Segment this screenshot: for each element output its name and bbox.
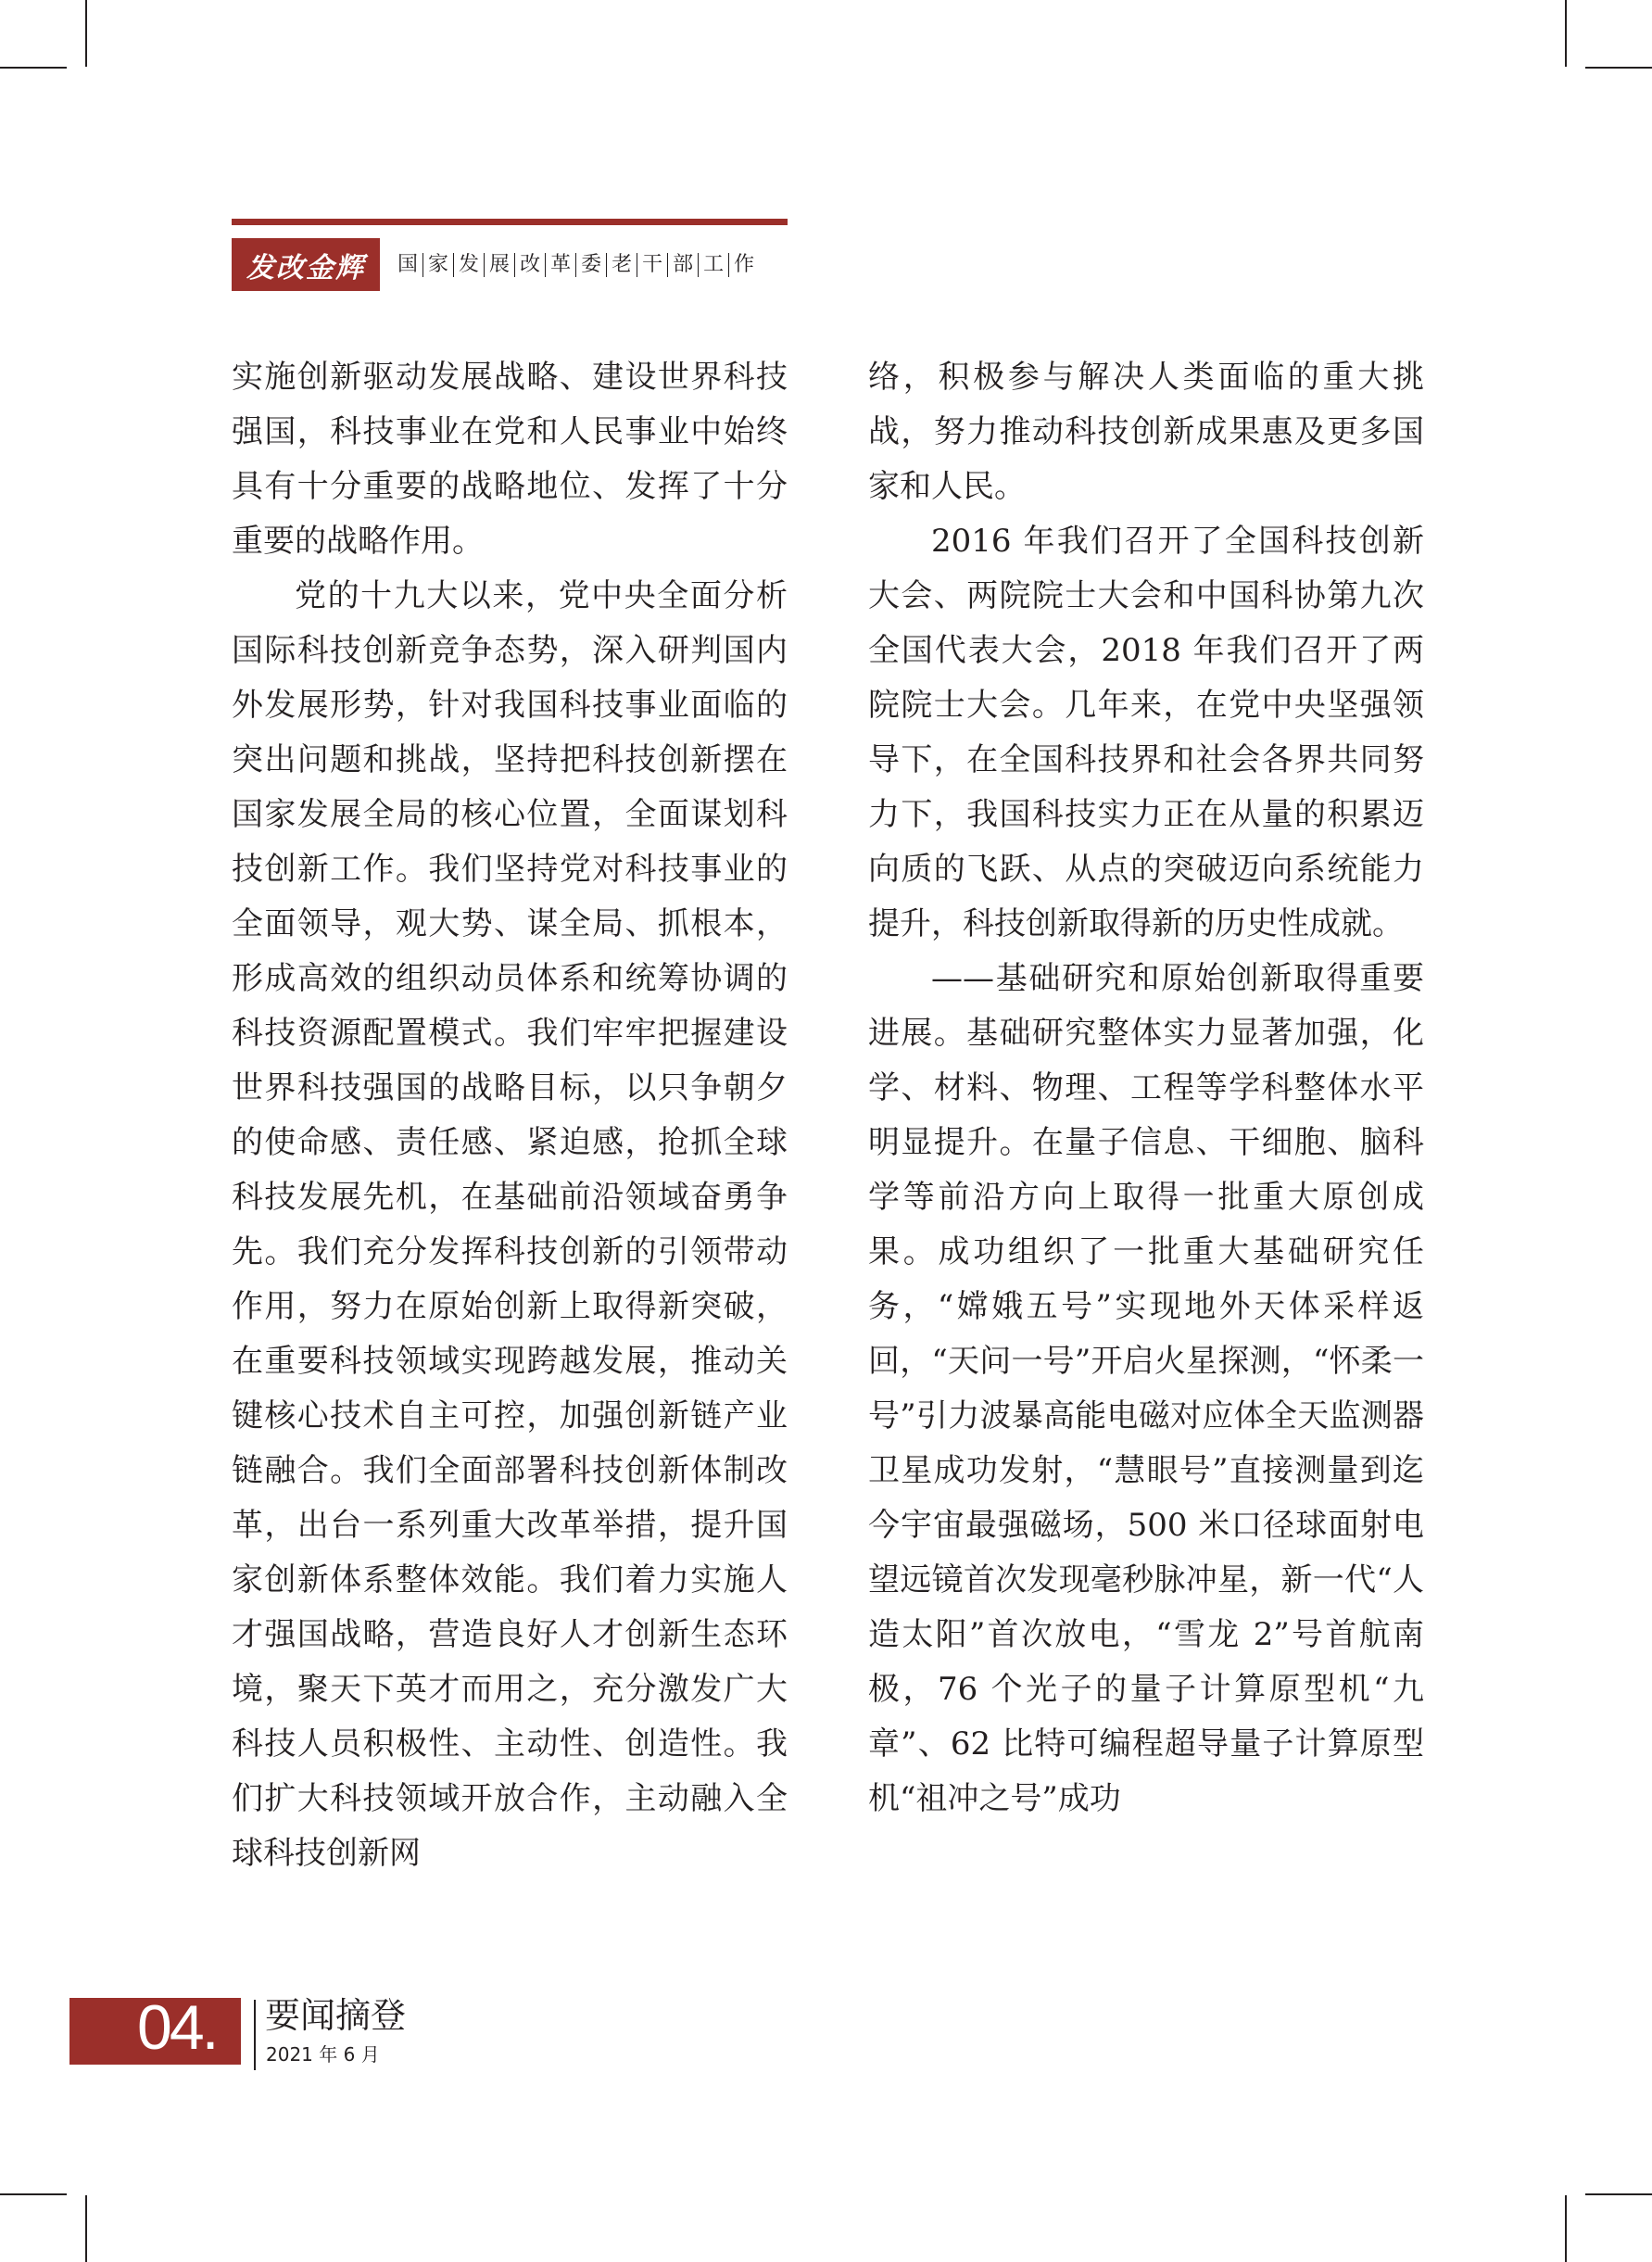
header-subtitle-char: 部	[667, 253, 698, 277]
paragraph: 络，积极参与解决人类面临的重大挑战，努力推动科技创新成果惠及更多国家和人民。	[868, 359, 1424, 505]
header-subtitle-char: 老	[606, 253, 637, 277]
header-subtitle-char: 干	[637, 253, 667, 277]
header-subtitle-char: 国	[397, 253, 419, 276]
article-column-left	[232, 350, 788, 1881]
header-subtitle-char: 改	[514, 253, 545, 277]
header-tag-text: 发改金辉	[246, 251, 365, 284]
paragraph: 党的十九大以来，党中央全面分析国际科技创新竞争态势，深入研判国内外发展形势，针对我国科技事业面临的突出问题和挑战，坚持把科技创新摆在国家发展全局的核心位置，全面谋划科技创新工作。我们坚持党对科技事业的全面领导，观大势、谋全局、抓根本，形成高效的组织动员体系和统筹协调的科技资源配置模式。我们牢牢把握建设世界科技强国的战略目标，以只争朝夕的使命感、责任感、紧迫感，抢抓全球科技发展先机，在基础前沿领域奋勇争先。我们充分发挥科技创新的引领带动作用，努力在原始创新上取得新突破，在重要科技领域实现跨越发展，推动关键核心技术自主可控，加强创新链产业链融合。我们全面部署科技创新体制改革，出台一系列重大改革举措，提升国家创新体系整体效能。我们着力实施人才强国战略，营造良好人才创新生态环境，聚天下英才而用之，充分激发广大科技人员积极性、主动性、创造性。我们扩大科技领域开放合作，主动融入全球科技创新网	[232, 577, 788, 1872]
header-subtitle-char: 作	[728, 253, 759, 277]
header-subtitle-char: 展	[484, 253, 514, 277]
header-tag	[232, 238, 380, 291]
paragraph: 实施创新驱动发展战略、建设世界科技强国，科技事业在党和人民事业中始终具有十分重要的战略地位、发挥了十分重要的战略作用。	[232, 359, 788, 560]
section-title: 要闻摘登	[265, 1995, 407, 2036]
header-subtitle-char: 发	[453, 253, 484, 277]
header-subtitle-char: 委	[575, 253, 606, 277]
issue-date: 2021 年 6 月	[266, 2043, 380, 2066]
header-subtitle-char: 革	[545, 253, 575, 277]
paragraph: ——基础研究和原始创新取得重要进展。基础研究整体实力显著加强，化学、材料、物理、工程等学科整体水平明显提升。在量子信息、干细胞、脑科学等前沿方向上取得一批重大原创成果。成功组织了一批重大基础研究任务，“嫦娥五号”实现地外天体采样返回，“天问一号”开启火星探测，“怀柔一号”引力波暴高能电磁对应体全天监测器卫星成功发射，“慧眼号”直接测量到迄今宇宙最强磁场，500 米口径球面射电望远镜首次发现毫秒脉冲星，新一代“人造太阳”首次放电，“雪龙 2”号首航南极，76 个光子的量子计算原型机“九章”、62 比特可编程超导量子计算原型机“祖冲之号”成功	[868, 960, 1424, 1817]
page-number: 04.	[137, 1992, 217, 2063]
paragraph: 2016 年我们召开了全国科技创新大会、两院院士大会和中国科协第九次全国代表大会，2018 年我们召开了两院院士大会。几年来，在党中央坚强领导下，在全国科技界和社会各界共同努力下，我国科技实力正在从量的积累迈向质的飞跃、从点的突破迈向系统能力提升，科技创新取得新的历史性成就。	[868, 523, 1424, 942]
footer-divider	[254, 2000, 256, 2070]
header-rule	[232, 219, 788, 225]
header-subtitle-char: 家	[422, 253, 453, 277]
header-subtitle-char: 工	[698, 253, 728, 277]
header-subtitle	[393, 248, 759, 282]
article-column-right	[868, 350, 1424, 1826]
